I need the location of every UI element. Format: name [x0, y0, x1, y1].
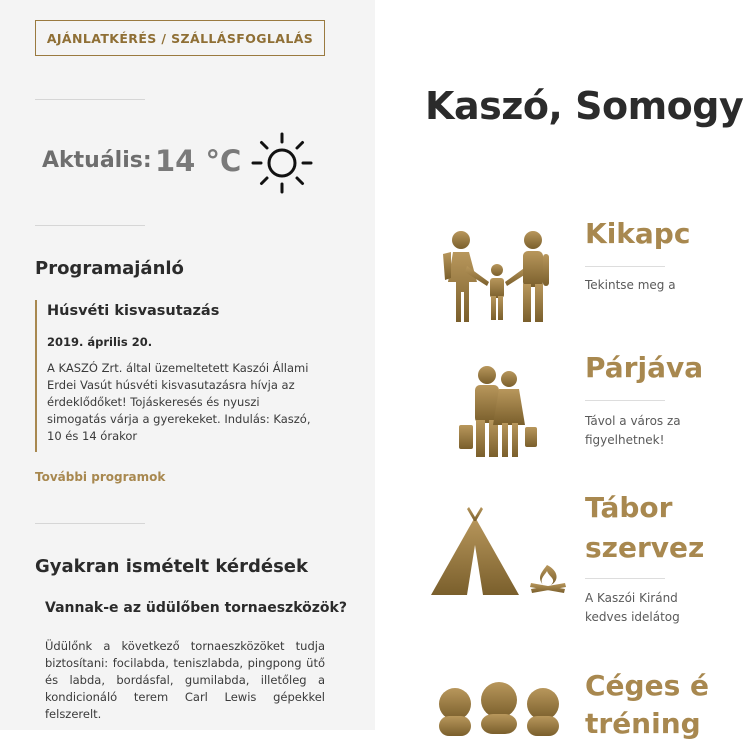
faq-question[interactable]: Vannak-e az üdülőben tornaeszközök?	[45, 600, 347, 616]
sun-icon	[250, 131, 314, 195]
weather-temperature: 14 °C	[155, 144, 242, 178]
booking-button[interactable]: AJÁNLATKÉRÉS / SZÁLLÁSFOGLALÁS	[35, 20, 325, 56]
faq-answer: Üdülőnk a következő tornaeszközöket tudja biztosítani: focilabda, teniszlabda, pingpong ütő és labda, bordásfal, gumilabda, illetőleg a kondicionáló terem Carl Lewis gépekkel felszerelt.	[45, 639, 325, 721]
feature-text: Távol a város za	[585, 414, 681, 428]
feature-text: A Kaszói Kiránd	[585, 591, 678, 605]
main-content	[375, 0, 743, 740]
divider	[35, 523, 145, 524]
event-date: 2019. április 20.	[47, 335, 153, 349]
feature-title: Tábor	[585, 491, 673, 524]
family-icon	[437, 230, 557, 322]
event-title[interactable]: Húsvéti kisvasutazás	[47, 303, 220, 319]
feature-title: tréning	[585, 707, 701, 740]
page-title: Kaszó, Somogy	[425, 84, 743, 128]
feature-title: Kikapc	[585, 217, 691, 250]
event-description: A KASZÓ Zrt. által üzemeltetett Kaszói Állami Erdei Vasút húsvéti kisvasutazásra hívja az érdeklődőket! Tojáskeresés és nyuszi simogatás várja a gyerekeket. Indulás: Kaszó, 10 és 14 órakor	[47, 361, 311, 443]
divider	[35, 225, 145, 226]
group-people-icon	[437, 680, 565, 730]
feature-text: Tekintse meg a	[585, 278, 676, 292]
sidebar	[0, 0, 375, 730]
weather-label: Aktuális:	[42, 148, 152, 173]
divider	[585, 266, 665, 267]
divider	[585, 400, 665, 401]
feature-text: kedves idelátog	[585, 610, 680, 624]
divider	[585, 578, 665, 579]
tent-campfire-icon	[431, 505, 567, 597]
programs-heading: Programajánló	[35, 258, 184, 279]
divider	[35, 99, 145, 100]
faq-heading: Gyakran ismételt kérdések	[35, 556, 308, 577]
feature-title: szervez	[585, 531, 705, 564]
feature-title: Párjáva	[585, 351, 704, 384]
event-card	[35, 300, 320, 452]
more-programs-link[interactable]: További programok	[35, 470, 166, 484]
feature-text: figyelhetnek!	[585, 433, 665, 447]
feature-title: Céges é	[585, 669, 709, 702]
couple-icon	[457, 365, 539, 457]
